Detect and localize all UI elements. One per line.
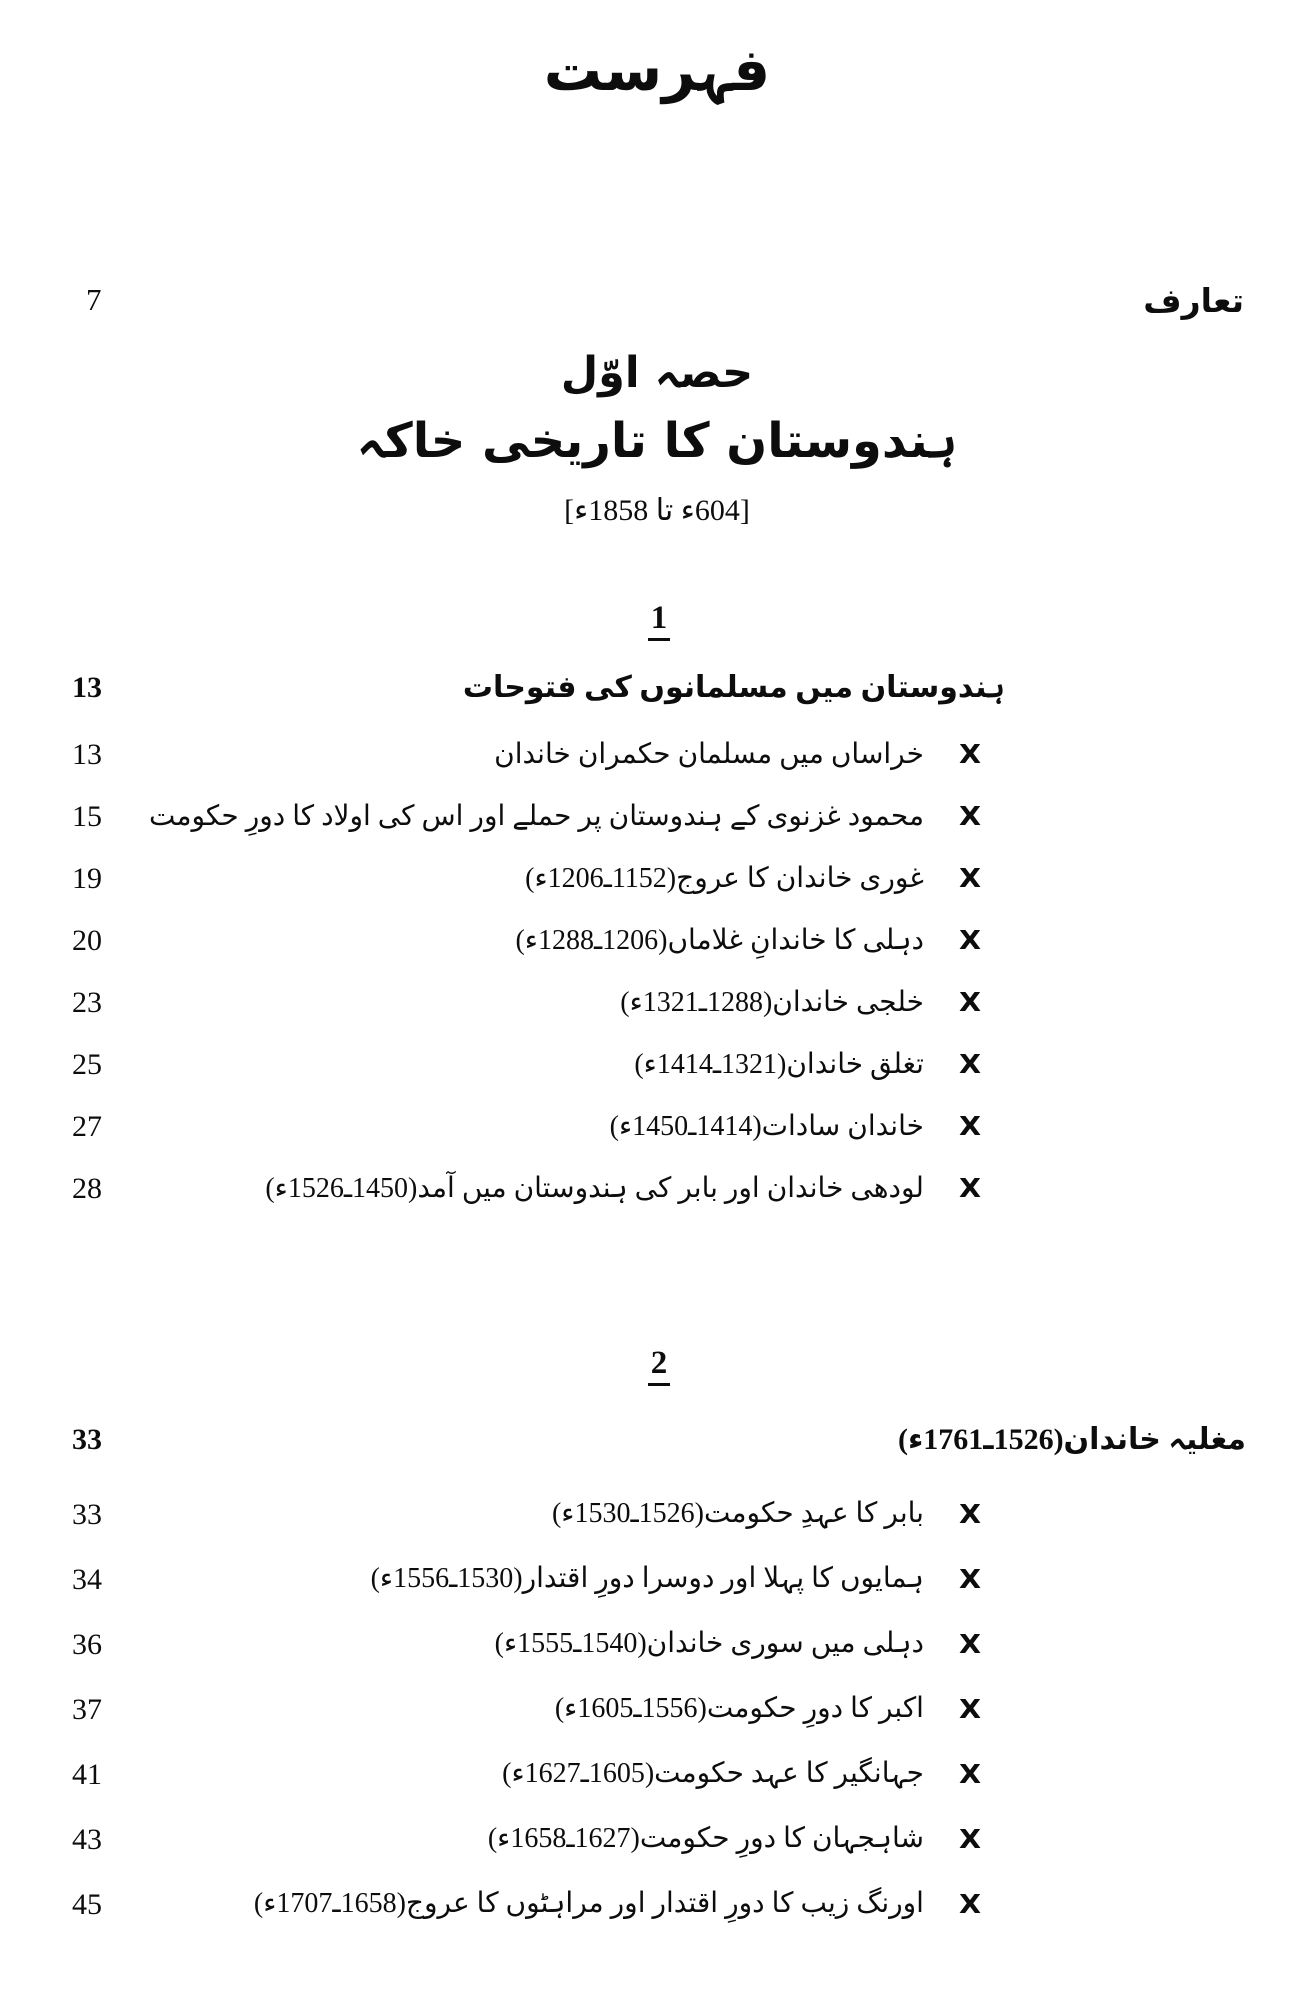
toc-item-row: [72, 972, 1246, 1034]
intro-row: [86, 270, 1244, 330]
x-bullet-icon: X: [958, 1112, 982, 1142]
page-number: 36: [72, 1627, 102, 1661]
toc-entry: [254, 1884, 980, 1925]
toc-item-row: [72, 1158, 1246, 1220]
toc-entry-text: تغلق خاندان(1321ـ1414ء): [634, 1048, 924, 1080]
page-number: 37: [72, 1692, 102, 1726]
toc-entry-text: لودھی خاندان اور بابر کی ہندوستان میں آمد(1450ـ1526ء): [265, 1172, 924, 1204]
toc-item-row: [72, 910, 1246, 972]
toc-entry: [610, 1107, 980, 1148]
part-date-range: [604ء تا 1858ء]: [564, 493, 750, 527]
toc-entry-text: دہلی میں سوری خاندان(1540ـ1555ء): [494, 1628, 924, 1660]
intro-page-number: 7: [86, 282, 102, 317]
x-bullet-icon: X: [958, 1824, 982, 1855]
toc-entry-text: اکبر کا دورِ حکومت(1556ـ1605ء): [554, 1693, 924, 1725]
page-number: 19: [72, 862, 102, 895]
toc-entry-text: خراساں میں مسلمان حکمران خاندان: [494, 738, 924, 770]
section-number: [72, 1345, 1246, 1397]
toc-section-1: [72, 600, 1246, 1220]
toc-entry: [463, 666, 1005, 710]
toc-heading-row: [72, 652, 1246, 724]
toc-entry-text: خلجی خاندان(1288ـ1321ء): [620, 986, 924, 1018]
toc-item-row: [72, 1612, 1246, 1677]
page-number: 33: [72, 1497, 102, 1531]
toc-item-row: [72, 1547, 1246, 1612]
page-number: 43: [72, 1822, 102, 1856]
page-number: 33: [72, 1422, 102, 1456]
toc-entry: [515, 921, 980, 962]
part-title: حصہ اوّل: [560, 348, 754, 398]
toc-entry: [634, 1045, 980, 1086]
toc-item-row: [72, 786, 1246, 848]
x-bullet-icon: X: [958, 1759, 982, 1790]
x-bullet-icon: X: [958, 802, 982, 832]
section-number-text: 1: [648, 600, 671, 641]
part-heading: [0, 342, 1314, 528]
page-number: 23: [72, 986, 102, 1019]
toc-entry-text: ہندوستان میں مسلمانوں کی فتوحات: [462, 671, 1005, 705]
toc-entry-text: خاندان سادات(1414ـ1450ء): [609, 1110, 924, 1142]
x-bullet-icon: X: [958, 1050, 982, 1080]
x-bullet-icon: X: [958, 1629, 982, 1660]
toc-entry: [525, 859, 980, 900]
toc-item-row: [72, 1807, 1246, 1872]
toc-entry: [495, 1624, 980, 1665]
page-number: 13: [72, 671, 102, 704]
toc-item-row: [72, 848, 1246, 910]
x-bullet-icon: X: [958, 988, 982, 1018]
toc-item-row: [72, 1096, 1246, 1158]
page-number: 27: [72, 1110, 102, 1143]
toc-entry: [555, 1689, 980, 1730]
x-bullet-icon: X: [958, 864, 982, 894]
toc-entry: [898, 1418, 1246, 1462]
toc-entry-text: محمود غزنوی کے ہندوستان پر حملے اور اس کی اولاد کا دورِ حکومت: [148, 800, 924, 832]
toc-item-row: [72, 1677, 1246, 1742]
toc-item-row: [72, 1482, 1246, 1547]
page-number: 45: [72, 1887, 102, 1921]
x-bullet-icon: X: [958, 1694, 982, 1725]
page-number: 15: [72, 800, 102, 833]
toc-item-row: [72, 1872, 1246, 1937]
page-number: 41: [72, 1757, 102, 1791]
page-number: 13: [72, 738, 102, 771]
x-bullet-icon: X: [958, 1499, 982, 1530]
toc-entry: [488, 1819, 980, 1860]
toc-item-row: [72, 724, 1246, 786]
page-number: 25: [72, 1048, 102, 1081]
toc-entry-text: بابر کا عہدِ حکومت(1526ـ1530ء): [551, 1498, 924, 1530]
toc-entry: [620, 983, 980, 1024]
page-number: 20: [72, 924, 102, 957]
toc-entry-text: مغلیہ خاندان(1526ـ1761ء): [897, 1422, 1246, 1456]
toc-entry: [502, 1754, 980, 1795]
toc-entry: [265, 1169, 980, 1210]
intro-label: تعارف: [1143, 280, 1244, 320]
toc-entry-text: غوری خاندان کا عروج(1152ـ1206ء): [525, 862, 924, 894]
toc-entry-text: شاہجہان کا دورِ حکومت(1627ـ1658ء): [487, 1823, 924, 1855]
toc-section-2: [72, 1345, 1246, 1937]
toc-entry: [149, 797, 980, 838]
toc-heading-row: [72, 1397, 1246, 1482]
section-number-text: 2: [648, 1345, 671, 1386]
toc-entry-text: جہانگیر کا عہد حکومت(1605ـ1627ء): [502, 1758, 924, 1790]
toc-entry: [494, 735, 980, 776]
toc-item-row: [72, 1034, 1246, 1096]
x-bullet-icon: X: [958, 1174, 982, 1204]
toc-entry: [371, 1559, 980, 1600]
toc-item-row: [72, 1742, 1246, 1807]
toc-entry-text: اورنگ زیب کا دورِ اقتدار اور مراہٹوں کا عروج(1658ـ1707ء): [253, 1888, 924, 1920]
toc: [72, 600, 1246, 1937]
toc-entry: [552, 1494, 980, 1535]
part-subtitle: ہندوستان کا تاریخی خاکہ: [356, 413, 958, 470]
page-title: فہرست: [543, 36, 771, 104]
page-number: 34: [72, 1562, 102, 1596]
page-number: 28: [72, 1172, 102, 1205]
toc-entry-text: دہلی کا خاندانِ غلاماں(1206ـ1288ء): [515, 924, 924, 956]
x-bullet-icon: X: [958, 1889, 982, 1920]
toc-entry-text: ہمایوں کا پہلا اور دوسرا دورِ اقتدار(1530ـ1556ء): [370, 1563, 924, 1595]
x-bullet-icon: X: [958, 740, 982, 770]
x-bullet-icon: X: [958, 926, 982, 956]
x-bullet-icon: X: [958, 1564, 982, 1595]
section-number: [72, 600, 1246, 652]
